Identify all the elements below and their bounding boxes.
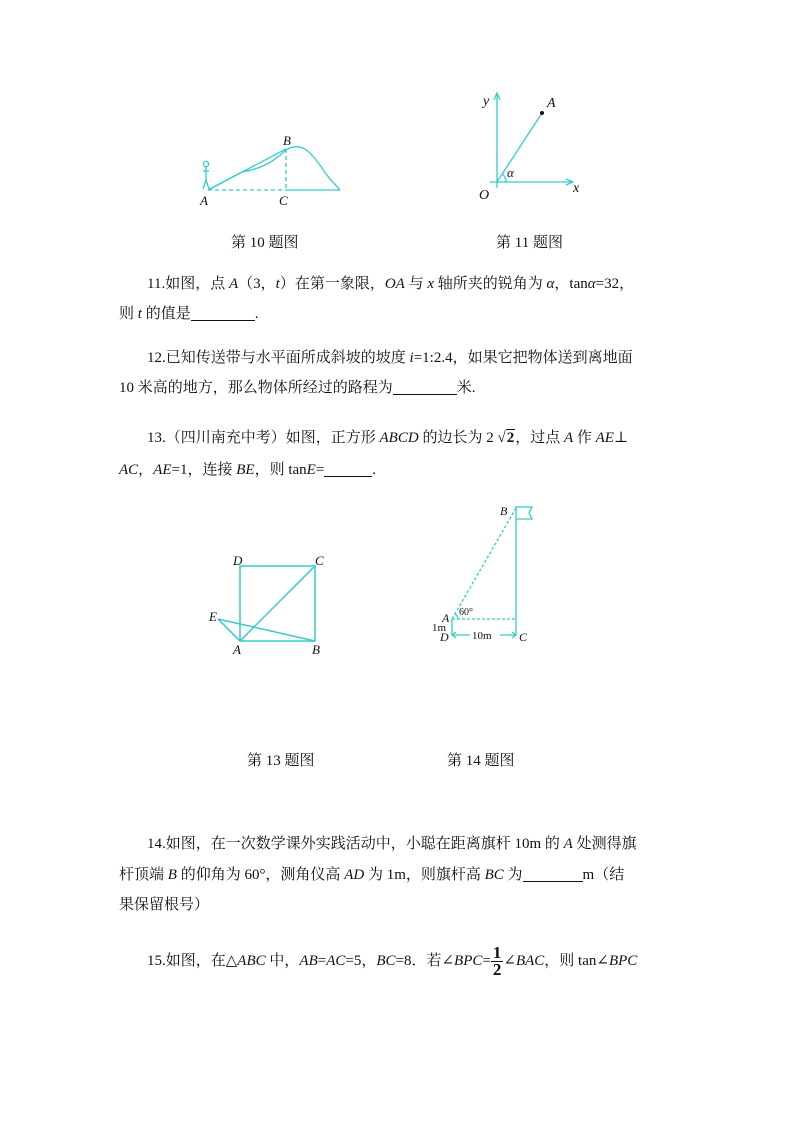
person-icon — [203, 161, 209, 189]
figure-13 — [205, 550, 335, 660]
hill-outline — [208, 147, 340, 190]
segment-ae — [218, 619, 240, 641]
label-a: A — [547, 96, 556, 111]
diagonal-ac — [240, 566, 315, 641]
label-c: C — [279, 193, 288, 208]
segment-be — [218, 619, 315, 641]
caption-fig-11: 第 11 题图 — [496, 235, 563, 251]
problem-14-line-2: 杆顶端 B 的仰角为 60°，测角仪高 AD 为 1m，则旗杆高 BC 为 m（结 — [119, 867, 625, 883]
fraction-one-half: $\frac{1}{2}$ — [492, 943, 502, 980]
problem-11-line-2: 则 t 的值是 . — [119, 306, 259, 322]
problem-11-line-1: 11.如图，点 A（3，t）在第一象限，OA 与 x 轴所夹的锐角为 α，tanα=32， — [147, 276, 635, 292]
ray-oa — [497, 113, 542, 182]
label-height: 1m — [432, 622, 447, 634]
answer-blank-11[interactable] — [191, 304, 255, 321]
label-b: B — [283, 133, 291, 148]
label-o: O — [479, 188, 490, 203]
label-a: A — [233, 642, 241, 657]
figure-10 — [190, 128, 350, 210]
angle-arc — [502, 174, 506, 182]
caption-fig-14: 第 14 题图 — [447, 753, 515, 769]
figure-14 — [428, 498, 538, 646]
point-a — [540, 111, 544, 115]
flag-icon — [516, 507, 532, 519]
answer-blank-13[interactable] — [324, 460, 372, 477]
label-b: B — [312, 642, 320, 657]
caption-fig-10: 第 10 题图 — [231, 235, 299, 251]
problem-13-line-1: 13.（四川南充中考）如图，正方形 ABCD 的边长为 2 √2，过点 A 作 AE⊥ — [147, 423, 628, 453]
label-angle: 60° — [459, 607, 473, 618]
answer-blank-12[interactable] — [393, 378, 457, 395]
label-c: C — [519, 630, 528, 644]
problem-12-line-1: 12.已知传送带与水平面所成斜坡的坡度 i=1:2.4，如果它把物体送到离地面 — [147, 350, 633, 366]
sqrt-expression: 2 √2 — [486, 430, 515, 446]
label-distance: 10m — [472, 630, 492, 642]
problem-12-line-2: 10 米高的地方，那么物体所经过的路程为 米. — [119, 380, 476, 396]
label-e: E — [209, 609, 217, 624]
label-d: D — [440, 630, 449, 644]
slope-line-ab — [208, 149, 286, 190]
sight-line-ab — [452, 508, 516, 619]
label-c: C — [315, 553, 324, 568]
label-a: A — [200, 193, 208, 208]
label-d: D — [233, 553, 243, 568]
answer-blank-14[interactable] — [523, 865, 583, 882]
caption-fig-13: 第 13 题图 — [247, 753, 315, 769]
label-b: B — [500, 504, 508, 518]
label-x: x — [573, 181, 580, 196]
label-y: y — [483, 94, 490, 109]
problem-15-line-1: 15.如图，在△ABC 中，AB=AC=5，BC=8．若∠BPC= $\frac{1}{2}$ ∠BAC，则 tan∠BPC — [147, 943, 638, 980]
problem-14-line-1: 14.如图，在一次数学课外实践活动中，小聪在距离旗杆 10m 的 A 处测得旗 — [147, 836, 637, 852]
problem-13-line-2: AC，AE=1，连接 BE，则 tanE= . — [119, 462, 377, 478]
angle-arc — [455, 614, 458, 619]
label-a: A — [442, 611, 450, 625]
label-alpha: α — [507, 165, 514, 180]
figure-11 — [470, 88, 590, 204]
problem-14-line-3: 果保留根号） — [119, 897, 210, 913]
